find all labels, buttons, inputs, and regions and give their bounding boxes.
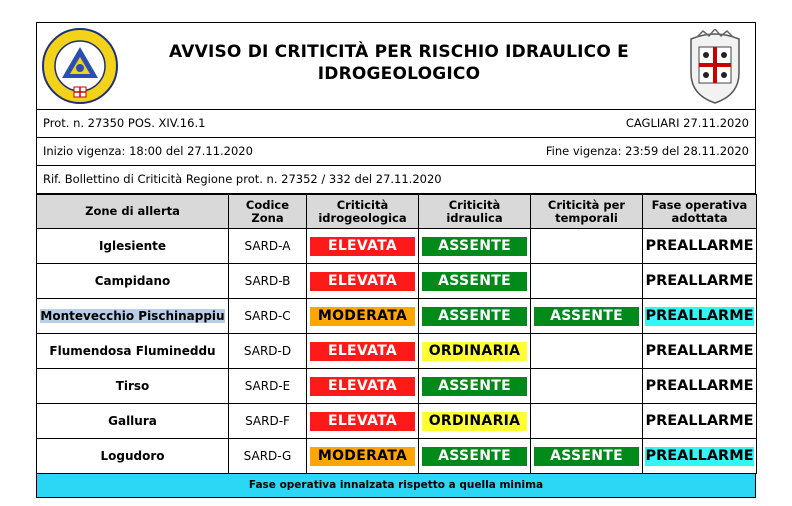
zone-name — [37, 264, 229, 299]
criticality-badge: ASSENTE — [422, 272, 527, 291]
place-date: CAGLIARI 27.11.2020 — [625, 116, 749, 130]
title-line-1: AVVISO DI CRITICITÀ PER RISCHIO IDRAULICO E — [169, 42, 629, 62]
header-hydrogeo: Criticità idrogeologica — [307, 195, 419, 229]
criticality-storms — [531, 369, 643, 404]
criticality-badge: ASSENTE — [534, 447, 639, 466]
zone-code: SARD-G — [229, 439, 307, 474]
phase-badge: PREALLARME — [645, 342, 754, 359]
criticality-hydraulic — [419, 439, 531, 474]
operational-phase — [643, 229, 757, 264]
protezione-civile-sardegna-logo — [41, 27, 119, 105]
zone-code: SARD-B — [229, 264, 307, 299]
phase-badge: PREALLARME — [645, 377, 754, 394]
criticality-storms — [531, 229, 643, 264]
operational-phase — [643, 334, 757, 369]
validity-start: Inizio vigenza: 18:00 del 27.11.2020 — [43, 144, 253, 158]
protocol-row — [36, 110, 756, 138]
criticality-hydrogeo — [307, 334, 419, 369]
criticality-badge: ELEVATA — [310, 237, 415, 256]
bulletin-reference: Rif. Bollettino di Criticità Regione prot. n. 27352 / 332 del 27.11.2020 — [43, 172, 442, 186]
table-row — [37, 229, 757, 264]
protocol-number: Prot. n. 27350 POS. XIV.16.1 — [43, 116, 206, 130]
validity-end: Fine vigenza: 23:59 del 28.11.2020 — [545, 144, 749, 158]
zone-code: SARD-E — [229, 369, 307, 404]
footer-note: Fase operativa innalzata rispetto a quella minima — [36, 474, 756, 498]
zone-name — [37, 439, 229, 474]
zone-code: SARD-C — [229, 299, 307, 334]
zone-name — [37, 299, 229, 334]
operational-phase — [643, 264, 757, 299]
operational-phase — [643, 369, 757, 404]
zone-name-text: Gallura — [108, 414, 157, 428]
header-phase: Fase operativa adottata — [643, 195, 757, 229]
header-storms: Criticità per temporali — [531, 195, 643, 229]
criticality-storms — [531, 264, 643, 299]
criticality-hydraulic — [419, 264, 531, 299]
criticality-hydraulic — [419, 334, 531, 369]
criticality-hydrogeo — [307, 299, 419, 334]
criticality-badge: ELEVATA — [310, 412, 415, 431]
phase-badge: PREALLARME — [645, 307, 754, 324]
criticality-storms — [531, 439, 643, 474]
criticality-badge: MODERATA — [310, 447, 415, 466]
zone-name-text: Flumendosa Flumineddu — [49, 344, 216, 358]
zone-name — [37, 229, 229, 264]
criticality-badge: ORDINARIA — [422, 412, 527, 431]
zone-code: SARD-D — [229, 334, 307, 369]
operational-phase — [643, 404, 757, 439]
zone-name-text: Iglesiente — [98, 239, 167, 253]
table-row — [37, 264, 757, 299]
zone-name-text: Montevecchio Pischinappiu — [40, 309, 225, 323]
zone-code: SARD-F — [229, 404, 307, 439]
phase-badge: PREALLARME — [645, 412, 754, 429]
criticality-storms — [531, 299, 643, 334]
criticality-storms — [531, 334, 643, 369]
criticality-hydraulic — [419, 404, 531, 439]
header-hydraulic: Criticità idraulica — [419, 195, 531, 229]
criticality-badge: ELEVATA — [310, 272, 415, 291]
criticality-badge: ORDINARIA — [422, 342, 527, 361]
table-row — [37, 439, 757, 474]
validity-row — [36, 138, 756, 166]
criticality-table — [36, 194, 757, 474]
table-header-row — [37, 195, 757, 229]
criticality-hydraulic — [419, 299, 531, 334]
criticality-badge: ASSENTE — [422, 237, 527, 256]
reference-row — [36, 166, 756, 194]
zone-name — [37, 404, 229, 439]
operational-phase — [643, 299, 757, 334]
phase-badge: PREALLARME — [645, 237, 754, 254]
criticality-badge: MODERATA — [310, 307, 415, 326]
zone-code: SARD-A — [229, 229, 307, 264]
phase-badge: PREALLARME — [645, 447, 754, 464]
criticality-badge: ASSENTE — [534, 307, 639, 326]
criticality-hydraulic — [419, 229, 531, 264]
zone-name-text: Logudoro — [100, 449, 165, 463]
header-code: Codice Zona — [229, 195, 307, 229]
criticality-storms — [531, 404, 643, 439]
zone-name — [37, 334, 229, 369]
criticality-hydraulic — [419, 369, 531, 404]
criticality-hydrogeo — [307, 369, 419, 404]
title-line-2: IDROGEOLOGICO — [317, 64, 481, 84]
document-header — [36, 22, 756, 110]
zone-name-text: Campidano — [94, 274, 171, 288]
table-row — [37, 334, 757, 369]
zone-name — [37, 369, 229, 404]
document — [36, 22, 756, 498]
criticality-hydrogeo — [307, 229, 419, 264]
zone-name-text: Tirso — [115, 379, 150, 393]
criticality-hydrogeo — [307, 264, 419, 299]
phase-badge: PREALLARME — [645, 272, 754, 289]
criticality-hydrogeo — [307, 404, 419, 439]
criticality-badge: ELEVATA — [310, 342, 415, 361]
operational-phase — [643, 439, 757, 474]
criticality-badge: ELEVATA — [310, 377, 415, 396]
criticality-badge: ASSENTE — [422, 377, 527, 396]
criticality-hydrogeo — [307, 439, 419, 474]
criticality-badge: ASSENTE — [422, 307, 527, 326]
page-title — [133, 41, 665, 85]
table-row — [37, 299, 757, 334]
header-zone: Zone di allerta — [37, 195, 229, 229]
table-row — [37, 404, 757, 439]
table-row — [37, 369, 757, 404]
regione-sardegna-coat-of-arms — [683, 29, 747, 105]
criticality-badge: ASSENTE — [422, 447, 527, 466]
